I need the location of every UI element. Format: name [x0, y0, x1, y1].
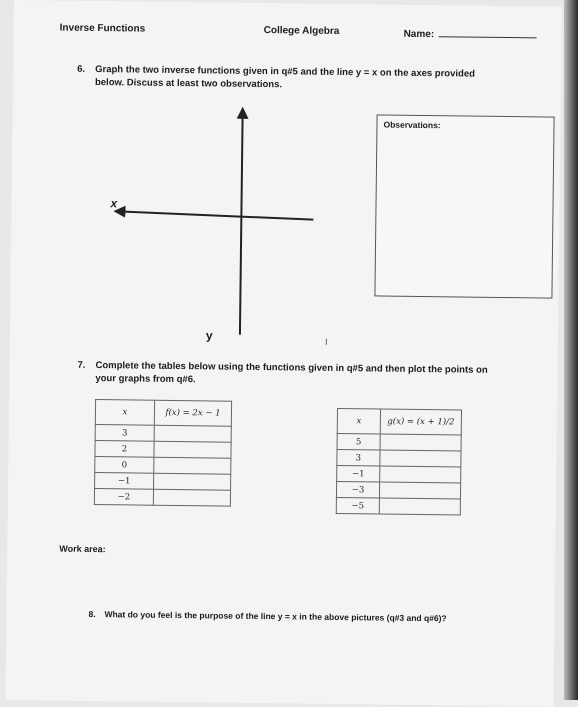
table-g-gx-header: g(x) = (x + 1)/2 — [380, 409, 461, 435]
table-f-x-header: x — [95, 400, 154, 426]
y-axis-label: y — [205, 328, 213, 343]
question-8-text: What do you feel is the purpose of the line y = x in the above pictures (q#3 and q#6)? — [104, 609, 447, 624]
table-f-fx-cell[interactable] — [154, 425, 231, 442]
vertical-axis — [240, 109, 243, 335]
photo-dark-edge — [564, 0, 578, 700]
question-7 — [77, 359, 547, 391]
course-name: College Algebra — [263, 25, 340, 37]
table-g-x-cell: −3 — [336, 481, 379, 498]
table-g-header-row — [337, 408, 461, 435]
question-6-line-2: below. Discuss at least two observations. — [94, 76, 283, 91]
table-f-fx-cell[interactable] — [154, 457, 231, 474]
table-row — [337, 433, 461, 451]
table-row — [95, 425, 231, 443]
x-axis-label: x — [110, 196, 118, 211]
table-f-x-cell: 3 — [95, 425, 154, 442]
table-f-fx-cell[interactable] — [154, 473, 231, 490]
stray-pen-mark — [326, 339, 327, 345]
table-f-x-cell: 2 — [95, 441, 154, 458]
question-8 — [88, 609, 446, 623]
table-f-x-cell: −1 — [95, 473, 154, 490]
question-6 — [77, 63, 537, 95]
table-f-header-row — [95, 400, 231, 427]
table-f-x-cell: −2 — [94, 489, 153, 506]
table-row — [336, 497, 460, 515]
observations-label: Observations: — [383, 119, 441, 131]
table-row — [95, 457, 231, 475]
name-blank-line — [438, 27, 536, 38]
table-g-x-cell: 5 — [337, 433, 380, 450]
table-g-gx-cell[interactable] — [379, 498, 460, 515]
question-7-line-1: Complete the tables below using the functions given in q#5 and then plot the points on — [95, 360, 488, 376]
name-label: Name: — [403, 28, 435, 41]
table-f-fx-cell[interactable] — [153, 489, 230, 506]
name-field — [404, 27, 537, 42]
table-row — [94, 489, 230, 507]
table-f-fx-cell[interactable] — [154, 441, 231, 458]
table-g-x-cell: 3 — [337, 449, 380, 466]
blank-coordinate-axes — [90, 101, 323, 344]
table-f-fx-header: f(x) = 2x − 1 — [154, 400, 231, 426]
worksheet-page — [5, 0, 562, 707]
table-g-gx-cell[interactable] — [380, 434, 461, 451]
question-7-line-2: your graphs from q#6. — [95, 373, 196, 386]
table-row — [95, 441, 231, 459]
question-6-line-1: Graph the two inverse functions given in q#5 and the line y = x on the axes provided — [95, 63, 476, 80]
table-g-gx-cell[interactable] — [380, 466, 461, 483]
question-7-number: 7. — [77, 359, 86, 371]
table-row — [336, 481, 460, 499]
table-g-x-cell: −1 — [337, 465, 380, 482]
table-row — [337, 449, 461, 467]
observations-box[interactable] — [374, 114, 554, 298]
table-g-gx-cell[interactable] — [379, 482, 460, 499]
worksheet-title: Inverse Functions — [59, 22, 146, 35]
table-f-x-cell: 0 — [95, 457, 154, 474]
table-g-gx-cell[interactable] — [380, 450, 461, 467]
table-g-x-header: x — [337, 408, 380, 434]
horizontal-axis — [115, 211, 313, 219]
table-row — [337, 465, 461, 483]
table-g-x-cell: −5 — [336, 497, 379, 514]
question-6-number: 6. — [77, 63, 86, 75]
table-f — [94, 399, 232, 507]
work-area-label: Work area: — [59, 543, 106, 555]
table-row — [95, 473, 231, 491]
table-g — [336, 408, 462, 516]
question-8-number: 8. — [88, 608, 96, 620]
